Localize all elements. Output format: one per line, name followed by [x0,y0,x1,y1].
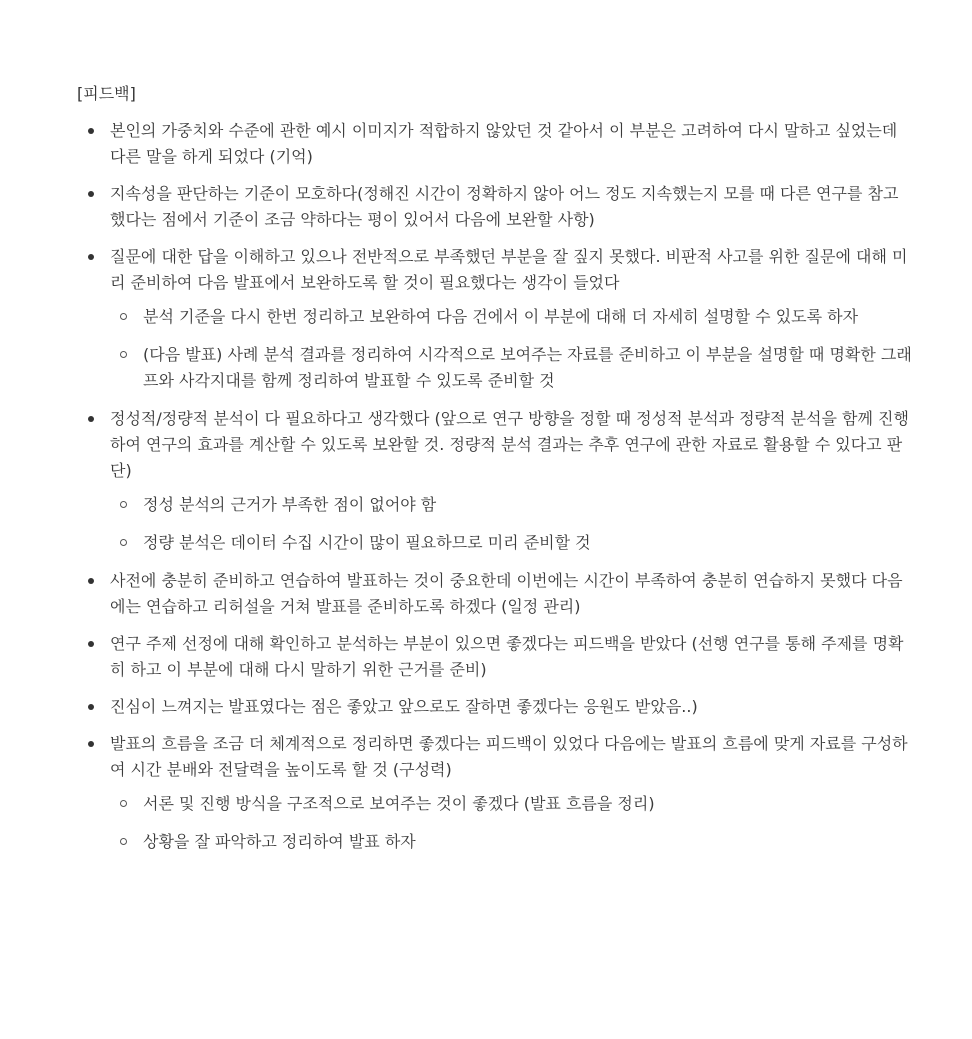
feedback-heading: [피드백] [77,84,136,103]
feedback-item [77,118,912,170]
feedback-list [77,118,912,855]
feedback-item-text: 본인의 가중치와 수준에 관한 예시 이미지가 적합하지 않았던 것 같아서 이 부분은 고려하여 다시 말하고 싶었는데 다른 말을 하게 되었다 (기억) [110,121,898,166]
feedback-item-text: 지속성을 판단하는 기준이 모호하다(정해진 시간이 정확하지 않아 어느 정도 지속했는지 모를 때 다른 연구를 참고했다는 점에서 기준이 조금 약하다는 평이 있어서 다음에 보완할 사항) [110,184,899,229]
feedback-subitem-text: 정량 분석은 데이터 수집 시간이 많이 필요하므로 미리 준비할 것 [143,533,591,552]
feedback-subitem [110,530,912,556]
feedback-item [77,731,912,855]
feedback-subitem [110,342,912,394]
feedback-item [77,406,912,556]
feedback-subitem [110,791,912,817]
feedback-sublist [110,304,912,394]
feedback-item [77,568,912,620]
feedback-subitem-text: 서론 및 진행 방식을 구조적으로 보여주는 것이 좋겠다 (발표 흐름을 정리) [143,794,655,813]
feedback-subitem-text: (다음 발표) 사례 분석 결과를 정리하여 시각적으로 보여주는 자료를 준비하고 이 부분을 설명할 때 명확한 그래프와 사각지대를 함께 정리하여 발표할 수 있도록 준비할 것 [143,345,912,390]
feedback-subitem [110,304,912,330]
feedback-sublist [110,791,912,855]
feedback-subitem-text: 정성 분석의 근거가 부족한 점이 없어야 함 [143,495,437,514]
feedback-item [77,181,912,233]
feedback-item-text: 발표의 흐름을 조금 더 체계적으로 정리하면 좋겠다는 피드백이 있었다 다음에는 발표의 흐름에 맞게 자료를 구성하여 시간 분배와 전달력을 높이도록 할 것 (구성력) [110,734,908,779]
feedback-item-text: 질문에 대한 답을 이해하고 있으나 전반적으로 부족했던 부분을 잘 짚지 못했다. 비판적 사고를 위한 질문에 대해 미리 준비하여 다음 발표에서 보완하도록 할 것이 필요했다는 생각이 들었다 [110,247,908,292]
feedback-sublist [110,492,912,556]
feedback-subitem [110,492,912,518]
feedback-item-text: 사전에 충분히 준비하고 연습하여 발표하는 것이 중요한데 이번에는 시간이 부족하여 충분히 연습하지 못했다 다음에는 연습하고 리허설을 거쳐 발표를 준비하도록 하겠다 (일정 관리) [110,571,903,616]
feedback-subitem-text: 분석 기준을 다시 한번 정리하고 보완하여 다음 건에서 이 부분에 대해 더 자세히 설명할 수 있도록 하자 [143,307,859,326]
feedback-item [77,244,912,394]
feedback-subitem [110,829,912,855]
feedback-item-text: 연구 주제 선정에 대해 확인하고 분석하는 부분이 있으면 좋겠다는 피드백을 받았다 (선행 연구를 통해 주제를 명확히 하고 이 부분에 대해 다시 말하기 위한 근거를 준비) [110,634,904,679]
feedback-item-text: 진심이 느껴지는 발표였다는 점은 좋았고 앞으로도 잘하면 좋겠다는 응원도 받았음..) [110,697,698,716]
feedback-subitem-text: 상황을 잘 파악하고 정리하여 발표 하자 [143,832,416,851]
feedback-item-text: 정성적/정량적 분석이 다 필요하다고 생각했다 (앞으로 연구 방향을 정할 때 정성적 분석과 정량적 분석을 함께 진행하여 연구의 효과를 계산할 수 있도록 보완할 것. 정량적 분석 결과는 추후 연구에 관한 자료로 활용할 수 있다고 판단) [110,409,909,480]
feedback-item [77,694,912,720]
feedback-item [77,631,912,683]
